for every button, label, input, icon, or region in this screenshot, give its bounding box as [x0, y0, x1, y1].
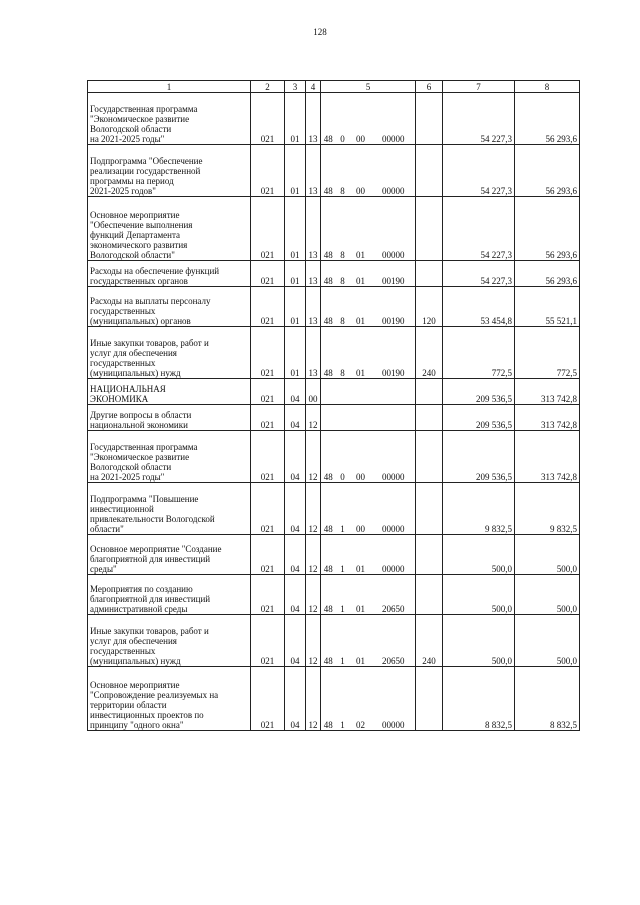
row-section-code: 04	[285, 575, 306, 615]
table-row	[88, 667, 580, 731]
row-section-code: 01	[285, 261, 306, 287]
row-amount-2022: 54 227,3	[443, 261, 515, 287]
row-subsection-code: 12	[306, 575, 321, 615]
row-name: Другие вопросы в области национальной экономики	[88, 405, 251, 431]
row-expense-type	[416, 535, 443, 575]
row-program-code: 48	[321, 575, 336, 615]
row-subsection-code: 12	[306, 667, 321, 731]
row-subprogram-code: 8	[336, 197, 350, 261]
row-section-code: 01	[285, 93, 306, 145]
row-program-code: 48	[321, 287, 336, 327]
table-row	[88, 327, 580, 379]
table-row	[88, 483, 580, 535]
row-amount-2023: 313 742,8	[515, 431, 580, 483]
row-program-code	[321, 379, 336, 405]
row-name: НАЦИОНАЛЬНАЯ ЭКОНОМИКА	[88, 379, 251, 405]
row-amount-2022: 8 832,5	[443, 667, 515, 731]
row-expense-type	[416, 405, 443, 431]
row-ministry-code: 021	[251, 145, 285, 197]
row-subprogram-code: 8	[336, 327, 350, 379]
row-name: Подпрограмма "Повышение инвестиционной привлекательности Вологодской области"	[88, 483, 251, 535]
row-amount-2022: 54 227,3	[443, 93, 515, 145]
table-row	[88, 379, 580, 405]
row-subprogram-code: 1	[336, 667, 350, 731]
row-ministry-code: 021	[251, 197, 285, 261]
row-amount-2023: 56 293,6	[515, 145, 580, 197]
row-amount-2022: 54 227,3	[443, 145, 515, 197]
row-program-code: 48	[321, 261, 336, 287]
header-col-5: 5	[321, 81, 416, 93]
row-subsection-code: 12	[306, 535, 321, 575]
row-program-code: 48	[321, 197, 336, 261]
row-expense-type	[416, 261, 443, 287]
row-expense-type	[416, 93, 443, 145]
row-measure-code: 01	[350, 327, 372, 379]
row-subprogram-code	[336, 405, 350, 431]
row-name: Расходы на выплаты персоналу государственных (муниципальных) органов	[88, 287, 251, 327]
row-measure-code: 01	[350, 287, 372, 327]
row-expense-type: 240	[416, 615, 443, 667]
row-name: Мероприятия по созданию благоприятной для инвестиций административной среды	[88, 575, 251, 615]
table-row	[88, 615, 580, 667]
row-measure-code	[350, 405, 372, 431]
row-section-code: 01	[285, 197, 306, 261]
table-row	[88, 261, 580, 287]
row-direction-code: 00000	[372, 431, 416, 483]
row-section-code: 01	[285, 287, 306, 327]
row-name: Государственная программа "Экономическое развитие Вологодской области на 2021-2025 годы"	[88, 431, 251, 483]
row-direction-code: 00190	[372, 327, 416, 379]
row-name: Иные закупки товаров, работ и услуг для обеспечения государственных (муниципальных) нужд	[88, 327, 251, 379]
row-amount-2022: 209 536,5	[443, 431, 515, 483]
row-ministry-code: 021	[251, 261, 285, 287]
header-col-4: 4	[306, 81, 321, 93]
row-expense-type	[416, 575, 443, 615]
row-amount-2023: 8 832,5	[515, 667, 580, 731]
row-subsection-code: 13	[306, 145, 321, 197]
row-direction-code: 00000	[372, 483, 416, 535]
table-row	[88, 287, 580, 327]
row-amount-2023: 500,0	[515, 615, 580, 667]
row-subprogram-code	[336, 379, 350, 405]
table-row	[88, 405, 580, 431]
table-row	[88, 145, 580, 197]
row-amount-2022: 500,0	[443, 575, 515, 615]
row-program-code: 48	[321, 483, 336, 535]
row-subsection-code: 13	[306, 287, 321, 327]
row-ministry-code: 021	[251, 93, 285, 145]
row-ministry-code: 021	[251, 327, 285, 379]
row-measure-code: 00	[350, 145, 372, 197]
row-subprogram-code: 1	[336, 615, 350, 667]
header-col-3: 3	[285, 81, 306, 93]
row-amount-2023: 56 293,6	[515, 197, 580, 261]
row-ministry-code: 021	[251, 379, 285, 405]
row-program-code: 48	[321, 667, 336, 731]
row-subprogram-code: 1	[336, 535, 350, 575]
row-subsection-code: 12	[306, 431, 321, 483]
row-subprogram-code: 0	[336, 93, 350, 145]
table-row	[88, 575, 580, 615]
row-subprogram-code: 8	[336, 287, 350, 327]
row-measure-code: 00	[350, 93, 372, 145]
row-amount-2022: 772,5	[443, 327, 515, 379]
row-section-code: 04	[285, 615, 306, 667]
row-program-code: 48	[321, 535, 336, 575]
table-row	[88, 535, 580, 575]
row-amount-2023: 9 832,5	[515, 483, 580, 535]
row-measure-code: 01	[350, 261, 372, 287]
row-section-code: 01	[285, 327, 306, 379]
row-amount-2022: 500,0	[443, 535, 515, 575]
header-row	[88, 81, 580, 93]
table-row	[88, 431, 580, 483]
row-measure-code: 00	[350, 483, 372, 535]
row-measure-code: 00	[350, 431, 372, 483]
row-subsection-code: 13	[306, 261, 321, 287]
row-section-code: 04	[285, 483, 306, 535]
row-direction-code: 00000	[372, 667, 416, 731]
row-subsection-code: 12	[306, 483, 321, 535]
row-amount-2023: 500,0	[515, 575, 580, 615]
header-col-6: 6	[416, 81, 443, 93]
row-section-code: 01	[285, 145, 306, 197]
row-name: Подпрограмма "Обеспечение реализации государственной программы на период 2021-2025 годов"	[88, 145, 251, 197]
row-section-code: 04	[285, 667, 306, 731]
row-amount-2022: 9 832,5	[443, 483, 515, 535]
row-section-code: 04	[285, 405, 306, 431]
row-measure-code: 01	[350, 535, 372, 575]
row-ministry-code: 021	[251, 483, 285, 535]
row-amount-2023: 55 521,1	[515, 287, 580, 327]
row-amount-2022: 500,0	[443, 615, 515, 667]
row-ministry-code: 021	[251, 575, 285, 615]
row-measure-code: 02	[350, 667, 372, 731]
row-direction-code: 20650	[372, 575, 416, 615]
row-measure-code	[350, 379, 372, 405]
row-measure-code: 01	[350, 197, 372, 261]
row-name: Расходы на обеспечение функций государственных органов	[88, 261, 251, 287]
row-name: Государственная программа "Экономическое развитие Вологодской области на 2021-2025 годы"	[88, 93, 251, 145]
row-direction-code: 00000	[372, 535, 416, 575]
table-row	[88, 93, 580, 145]
row-direction-code: 00000	[372, 145, 416, 197]
header-col-8: 8	[515, 81, 580, 93]
row-section-code: 04	[285, 535, 306, 575]
row-ministry-code: 021	[251, 667, 285, 731]
page-number: 128	[313, 27, 327, 37]
row-amount-2023: 56 293,6	[515, 261, 580, 287]
row-expense-type: 240	[416, 327, 443, 379]
row-name: Основное мероприятие "Сопровождение реализуемых на территории области инвестиционных проектов по принципу "одного окна"	[88, 667, 251, 731]
row-amount-2023: 313 742,8	[515, 379, 580, 405]
header-col-7: 7	[443, 81, 515, 93]
row-name: Основное мероприятие "Обеспечение выполнения функций Департамента экономического развития Вологодской области"	[88, 197, 251, 261]
row-program-code	[321, 405, 336, 431]
row-subsection-code: 12	[306, 405, 321, 431]
row-ministry-code: 021	[251, 615, 285, 667]
budget-table	[87, 80, 580, 731]
row-program-code: 48	[321, 93, 336, 145]
row-direction-code: 00190	[372, 287, 416, 327]
row-subprogram-code: 1	[336, 575, 350, 615]
row-subprogram-code: 8	[336, 145, 350, 197]
row-section-code: 04	[285, 379, 306, 405]
row-ministry-code: 021	[251, 431, 285, 483]
row-direction-code	[372, 405, 416, 431]
row-expense-type	[416, 197, 443, 261]
row-ministry-code: 021	[251, 287, 285, 327]
row-expense-type	[416, 431, 443, 483]
table-row	[88, 197, 580, 261]
row-measure-code: 01	[350, 615, 372, 667]
row-program-code: 48	[321, 327, 336, 379]
row-subprogram-code: 8	[336, 261, 350, 287]
header-col-2: 2	[251, 81, 285, 93]
row-subsection-code: 12	[306, 615, 321, 667]
row-program-code: 48	[321, 145, 336, 197]
row-amount-2023: 313 742,8	[515, 405, 580, 431]
row-subsection-code: 00	[306, 379, 321, 405]
row-amount-2022: 209 536,5	[443, 405, 515, 431]
header-col-1: 1	[88, 81, 251, 93]
row-expense-type	[416, 379, 443, 405]
row-direction-code	[372, 379, 416, 405]
row-program-code: 48	[321, 431, 336, 483]
row-name: Иные закупки товаров, работ и услуг для обеспечения государственных (муниципальных) нужд	[88, 615, 251, 667]
row-direction-code: 20650	[372, 615, 416, 667]
row-expense-type: 120	[416, 287, 443, 327]
row-expense-type	[416, 145, 443, 197]
row-subprogram-code: 0	[336, 431, 350, 483]
row-subsection-code: 13	[306, 93, 321, 145]
row-ministry-code: 021	[251, 535, 285, 575]
row-subsection-code: 13	[306, 197, 321, 261]
row-direction-code: 00000	[372, 197, 416, 261]
row-expense-type	[416, 483, 443, 535]
row-direction-code: 00000	[372, 93, 416, 145]
row-amount-2022: 54 227,3	[443, 197, 515, 261]
row-program-code: 48	[321, 615, 336, 667]
row-amount-2023: 500,0	[515, 535, 580, 575]
row-section-code: 04	[285, 431, 306, 483]
row-expense-type	[416, 667, 443, 731]
row-name: Основное мероприятие "Создание благоприятной для инвестиций среды"	[88, 535, 251, 575]
row-ministry-code: 021	[251, 405, 285, 431]
row-subprogram-code: 1	[336, 483, 350, 535]
row-amount-2023: 772,5	[515, 327, 580, 379]
row-amount-2023: 56 293,6	[515, 93, 580, 145]
row-subsection-code: 13	[306, 327, 321, 379]
row-amount-2022: 53 454,8	[443, 287, 515, 327]
row-measure-code: 01	[350, 575, 372, 615]
row-amount-2022: 209 536,5	[443, 379, 515, 405]
row-direction-code: 00190	[372, 261, 416, 287]
